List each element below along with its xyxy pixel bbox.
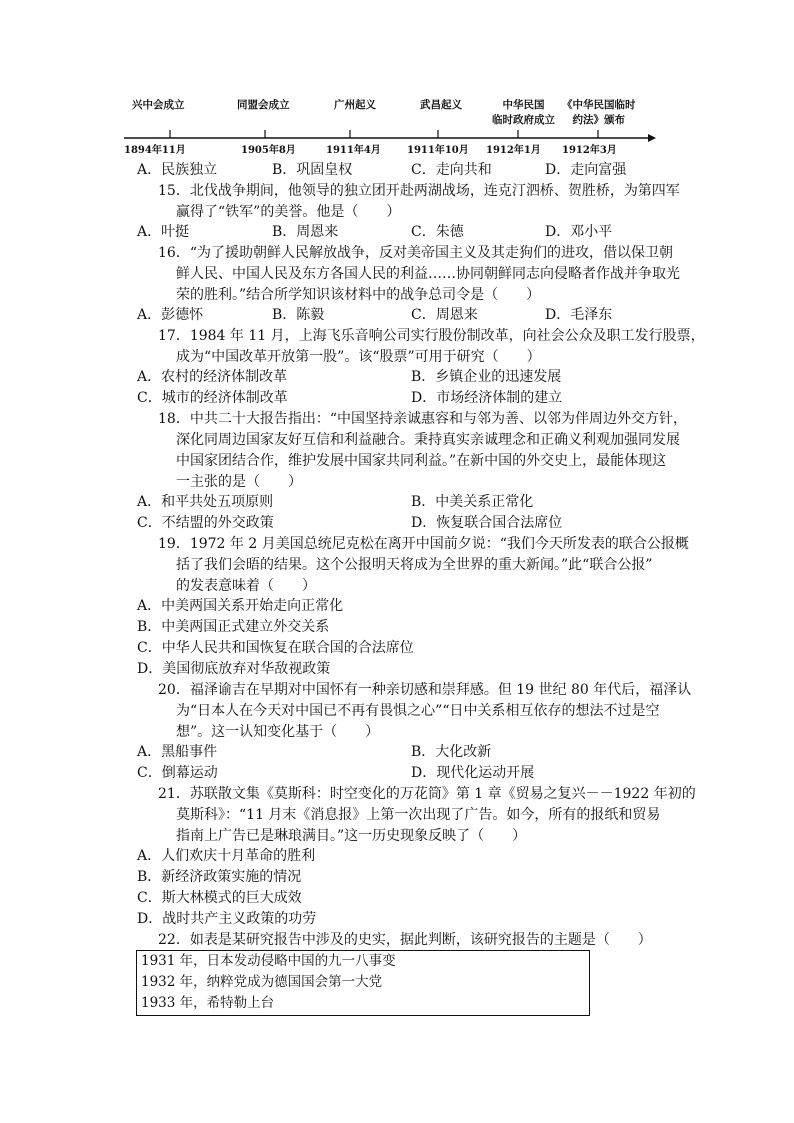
q19-stem-line: 括了我们会晤的结果。这个公报明天将成为全世界的重大新闻。”此“联合公报” [176, 557, 653, 573]
timeline-event-label: 《中华民国临时 约法》颁布 [562, 99, 636, 126]
timeline-date: 1912年1月 [486, 145, 541, 156]
q20-option-c[interactable]: C．倒幕运动 [137, 765, 218, 781]
q21-stem-line: 指南上广告已是琳琅满目。”这一历史现象反映了（ ） [176, 828, 527, 844]
q14-option-b[interactable]: B．巩固皇权 [272, 162, 353, 178]
q20-option-b[interactable]: B．大化改新 [411, 744, 492, 760]
q17-option-b[interactable]: B．乡镇企业的迅速发展 [411, 369, 562, 385]
q18-option-c[interactable]: C．不结盟的外交政策 [137, 515, 274, 531]
q20-stem-line: 想”。这一认知变化基于（ ） [176, 724, 380, 740]
q15-stem-line: 赢得了“铁军”的美誉。他是（ ） [176, 204, 401, 220]
q17-option-d[interactable]: D．市场经济体制的建立 [411, 390, 563, 406]
q18-stem-line: 中国家团结合作，维护发展中国家共同利益。”在新中国的外交史上，最能体现这 [176, 453, 667, 469]
q16-option-c[interactable]: C．周恩来 [411, 307, 478, 323]
q17-option-c[interactable]: C．城市的经济体制改革 [137, 390, 288, 406]
q18-option-b[interactable]: B．中美关系正常化 [411, 494, 534, 510]
q19-stem-line: 的发表意味着（ ） [176, 578, 316, 594]
timeline-date: 1912年3月 [562, 145, 617, 156]
q15-option-d[interactable]: D．邓小平 [545, 224, 613, 240]
q22-table [136, 950, 590, 1016]
q14-option-c[interactable]: C．走向共和 [411, 162, 492, 178]
q16-stem-line: 16．“为了援助朝鲜人民解放战争，反对美帝国主义及其走狗们的进攻，借以保卫朝 [158, 245, 673, 261]
q15-option-b[interactable]: B．周恩来 [272, 224, 339, 240]
table-row: 1932 年，纳粹党成为德国国会第一大党 [141, 974, 383, 990]
table-row: 1933 年，希特勒上台 [141, 995, 275, 1011]
q19-option-a[interactable]: A．中美两国关系开始走向正常化 [137, 598, 344, 614]
q19-option-b[interactable]: B．中美两国正式建立外交关系 [137, 619, 330, 635]
timeline-date: 1894年11月 [124, 145, 186, 156]
timeline-event-label: 武昌起义 [420, 99, 462, 111]
q21-stem-line: 莫斯科》：“11 月末《消息报》上第一次出现了广告。如今，所有的报纸和贸易 [176, 807, 661, 823]
q16-option-b[interactable]: B．陈毅 [272, 307, 325, 323]
q19-option-d[interactable]: D．美国彻底放弃对华敌视政策 [137, 661, 331, 677]
q22-stem-line: 22．如表是某研究报告中涉及的史实，据此判断，该研究报告的主题是（ ） [158, 932, 652, 948]
q20-stem-line: 为“日本人在今天对中国已不再有畏惧之心”“日中关系相互依存的想法不过是空 [176, 703, 660, 719]
q19-option-c[interactable]: C．中华人民共和国恢复在联合国的合法席位 [137, 640, 414, 656]
q18-stem-line: 深化同周边国家友好互信和利益融合。秉持真实亲诚理念和正确义利观加强同发展 [176, 432, 680, 448]
q20-stem-line: 20．福泽谕吉在早期对中国怀有一种亲切感和崇拜感。但 19 世纪 80 年代后，福泽认 [158, 682, 692, 698]
q16-option-d[interactable]: D．毛泽东 [545, 307, 613, 323]
table-row: 1931 年，日本发动侵略中国的九一八事变 [141, 953, 396, 969]
q21-option-c[interactable]: C．斯大林模式的巨大成效 [137, 890, 302, 906]
q19-stem-line: 19．1972 年 2 月美国总统尼克松在离开中国前夕说：“我们今天所发表的联合公报概 [158, 536, 689, 552]
q21-option-d[interactable]: D．战时共产主义政策的功劳 [137, 911, 317, 927]
q16-stem-line: 鲜人民、中国人民及东方各国人民的利益……协同朝鲜同志向侵略者作战并争取光 [176, 266, 680, 282]
timeline-event-label: 中华民国 临时政府成立 [492, 99, 555, 126]
q14-option-d[interactable]: D．走向富强 [545, 162, 627, 178]
q21-option-b[interactable]: B．新经济政策实施的情况 [137, 869, 302, 885]
q20-option-a[interactable]: A．黑船事件 [137, 744, 218, 760]
q16-option-a[interactable]: A．彭德怀 [137, 307, 204, 323]
q17-option-a[interactable]: A．农村的经济体制改革 [137, 369, 288, 385]
timeline-event-label: 广州起义 [334, 99, 376, 111]
q15-option-c[interactable]: C．朱德 [411, 224, 464, 240]
timeline-event-label: 同盟会成立 [237, 99, 290, 111]
timeline-event-label: 兴中会成立 [132, 99, 185, 111]
q15-option-a[interactable]: A．叶挺 [137, 224, 190, 240]
q17-stem-line: 17．1984 年 11 月，上海飞乐音响公司实行股份制改革，向社会公众及职工发行股票， [158, 328, 705, 344]
timeline-date: 1911年4月 [326, 145, 381, 156]
q20-option-d[interactable]: D．现代化运动开展 [411, 765, 535, 781]
q15-stem-line: 15．北伐战争期间，他领导的独立团开赴两湖战场，连克汀泗桥、贺胜桥，为第四军 [158, 183, 680, 199]
q18-option-a[interactable]: A．和平共处五项原则 [137, 494, 274, 510]
q18-option-d[interactable]: D．恢复联合国合法席位 [411, 515, 563, 531]
q14-option-a[interactable]: A．民族独立 [137, 162, 218, 178]
timeline-date: 1905年8月 [241, 145, 296, 156]
q16-stem-line: 荣的胜利。”结合所学知识该材料中的战争总司令是（ ） [176, 287, 541, 303]
timeline-arrow-icon [648, 134, 656, 142]
q18-stem-line: 一主张的是（ ） [176, 474, 302, 490]
q17-stem-line: 成为“中国改革开放第一股”。该“股票”可用于研究（ ） [176, 349, 541, 365]
q21-option-a[interactable]: A．人们欢庆十月革命的胜利 [137, 848, 316, 864]
q18-stem-line: 18．中共二十大报告指出：“中国坚持亲诚惠容和与邻为善、以邻为伴周边外交方针， [158, 411, 687, 427]
timeline-date: 1911年10月 [407, 145, 469, 156]
q21-stem-line: 21．苏联散文集《莫斯科：时空变化的万花筒》第 1 章《贸易之复兴－－1922 年初的 [158, 786, 696, 802]
